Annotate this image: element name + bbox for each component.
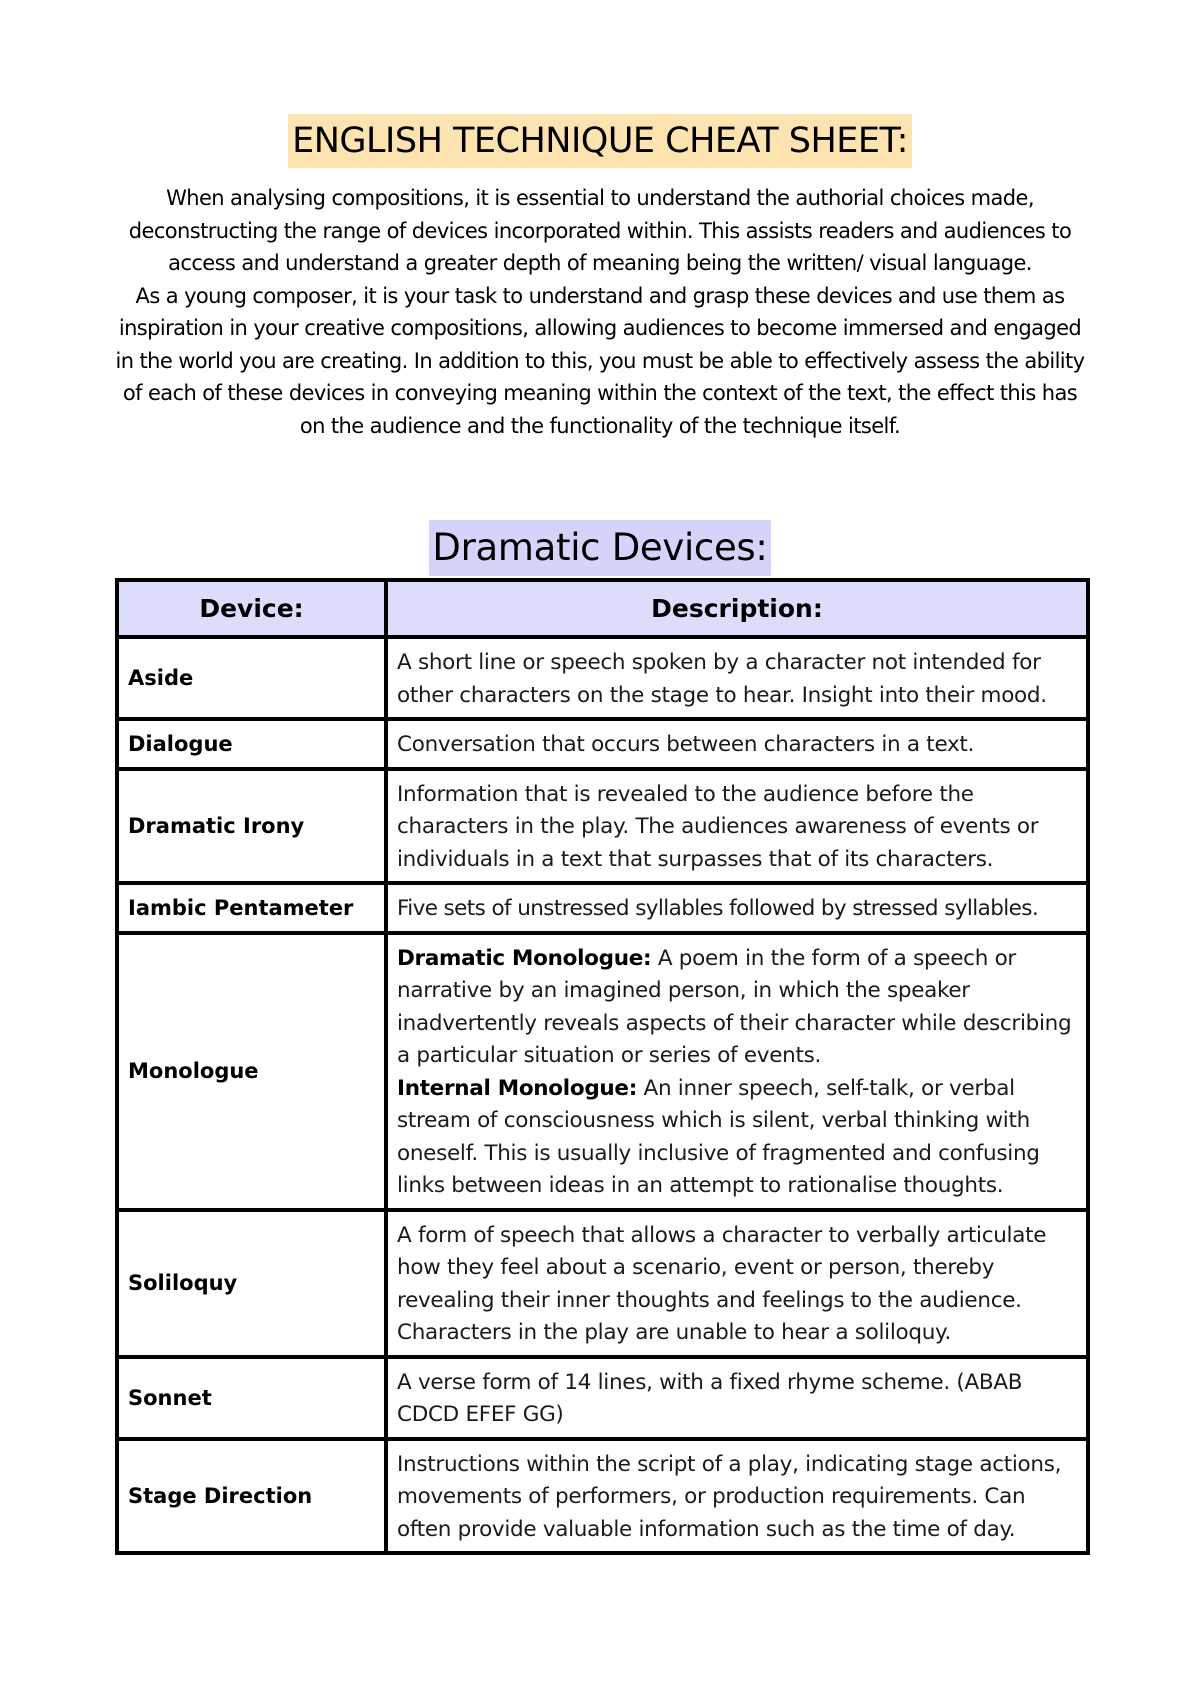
table-row (117, 1439, 1088, 1554)
device-name: Sonnet (117, 1357, 386, 1439)
dramatic-monologue-term: Dramatic Monologue: (397, 945, 652, 971)
device-description: Information that is revealed to the audience before the characters in the play. The audiences awareness of events or individuals in a text that surpasses that of its characters. (386, 769, 1088, 884)
page-title: ENGLISH TECHNIQUE CHEAT SHEET: (288, 114, 912, 168)
device-description: A short line or speech spoken by a character not intended for other characters on the stage to hear. Insight into their mood. (386, 637, 1088, 719)
device-description: A form of speech that allows a character to verbally articulate how they feel about a scenario, event or person, thereby revealing their inner thoughts and feelings to the audience. Characters in the play are unable to hear a soliloquy. (386, 1210, 1088, 1357)
device-name: Stage Direction (117, 1439, 386, 1554)
device-name: Soliloquy (117, 1210, 386, 1357)
internal-monologue-term: Internal Monologue: (397, 1075, 637, 1101)
device-name: Iambic Pentameter (117, 883, 386, 933)
table-row (117, 769, 1088, 884)
intro-paragraph-1: When analysing compositions, it is essential to understand the authorial choices made, deconstructing the range of devices incorporated within. This assists readers and audiences to access and understand a greater depth of meaning being the written/ visual language. (128, 186, 1072, 275)
device-description: A verse form of 14 lines, with a fixed rhyme scheme. (ABAB CDCD EFEF GG) (386, 1357, 1088, 1439)
table-row (117, 933, 1088, 1210)
device-column-header: Device: (117, 580, 386, 637)
device-name: Dialogue (117, 719, 386, 769)
table-row (117, 883, 1088, 933)
device-description: Five sets of unstressed syllables followed by stressed syllables. (386, 883, 1088, 933)
device-name: Dramatic Irony (117, 769, 386, 884)
device-description: Conversation that occurs between characters in a text. (386, 719, 1088, 769)
device-description (386, 933, 1088, 1210)
table-row (117, 719, 1088, 769)
title-container (0, 114, 1200, 168)
table-row (117, 1357, 1088, 1439)
device-name: Aside (117, 637, 386, 719)
section-heading: Dramatic Devices: (429, 520, 770, 576)
dramatic-monologue-text: A poem in the form of a speech or narrative by an imagined person, in which the speaker inadvertently reveals aspects of their character while describing a particular situation or series of events. (397, 945, 1072, 1068)
section-heading-container (0, 520, 1200, 576)
table-row (117, 637, 1088, 719)
table-header-row (117, 580, 1088, 637)
table-row (117, 1210, 1088, 1357)
devices-table (115, 578, 1090, 1555)
description-column-header: Description: (386, 580, 1088, 637)
intro-text (110, 182, 1090, 442)
device-description: Instructions within the script of a play, indicating stage actions, movements of performers, or production requirements. Can often provide valuable information such as the time of day. (386, 1439, 1088, 1554)
internal-monologue-text: An inner speech, self-talk, or verbal stream of consciousness which is silent, verbal thinking with oneself. This is usually inclusive of fragmented and confusing links between ideas in an attempt to rationalise thoughts. (397, 1075, 1040, 1198)
device-name: Monologue (117, 933, 386, 1210)
intro-paragraph-2: As a young composer, it is your task to understand and grasp these devices and use them as inspiration in your creative compositions, allowing audiences to become immersed and engaged in the world you are creating. In addition to this, you must be able to effectively assess the ability of each of these devices in conveying meaning within the context of the text, the effect this has on the audience and the functionality of the technique itself. (115, 283, 1085, 438)
